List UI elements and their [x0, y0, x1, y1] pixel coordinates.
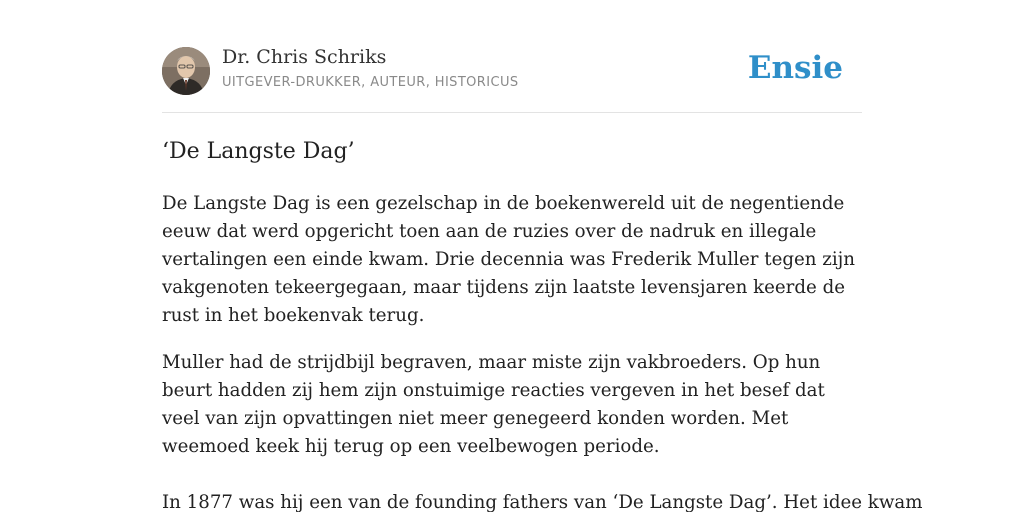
- content-column: [162, 0, 923, 512]
- article-header: [162, 0, 862, 113]
- article-paragraph-2: Muller had de strijdbijl begraven, maar miste zijn vakbroeders. Op hun beurt hadden zij hem zijn onstuimige reacties vergeven in het besef dat veel van zijn opvattingen niet meer genegeerd konden worden. Met weemoed keek hij terug op een veelbewogen periode.: [162, 352, 825, 457]
- author-avatar[interactable]: [162, 47, 210, 95]
- author-role: UITGEVER-DRUKKER, AUTEUR, HISTORICUS: [222, 75, 519, 90]
- article-paragraph-3: In 1877 was hij een van de founding fathers van ‘De Langste Dag’. Het idee kwam: [162, 492, 923, 512]
- article-title: ‘De Langste Dag’: [162, 139, 355, 164]
- article-paragraph-1: De Langste Dag is een gezelschap in de boekenwereld uit de negentiende eeuw dat werd opgericht toen aan de ruzies over de nadruk en illegale vertalingen een einde kwam. Drie decennia was Frederik Muller tegen zijn vakgenoten tekeergegaan, maar tijdens zijn laatste levensjaren keerde de rust in het boekenvak terug.: [162, 193, 855, 326]
- ensie-logo[interactable]: Ensie: [747, 50, 843, 86]
- author-name[interactable]: Dr. Chris Schriks: [222, 46, 387, 68]
- author-portrait-icon: [162, 47, 210, 95]
